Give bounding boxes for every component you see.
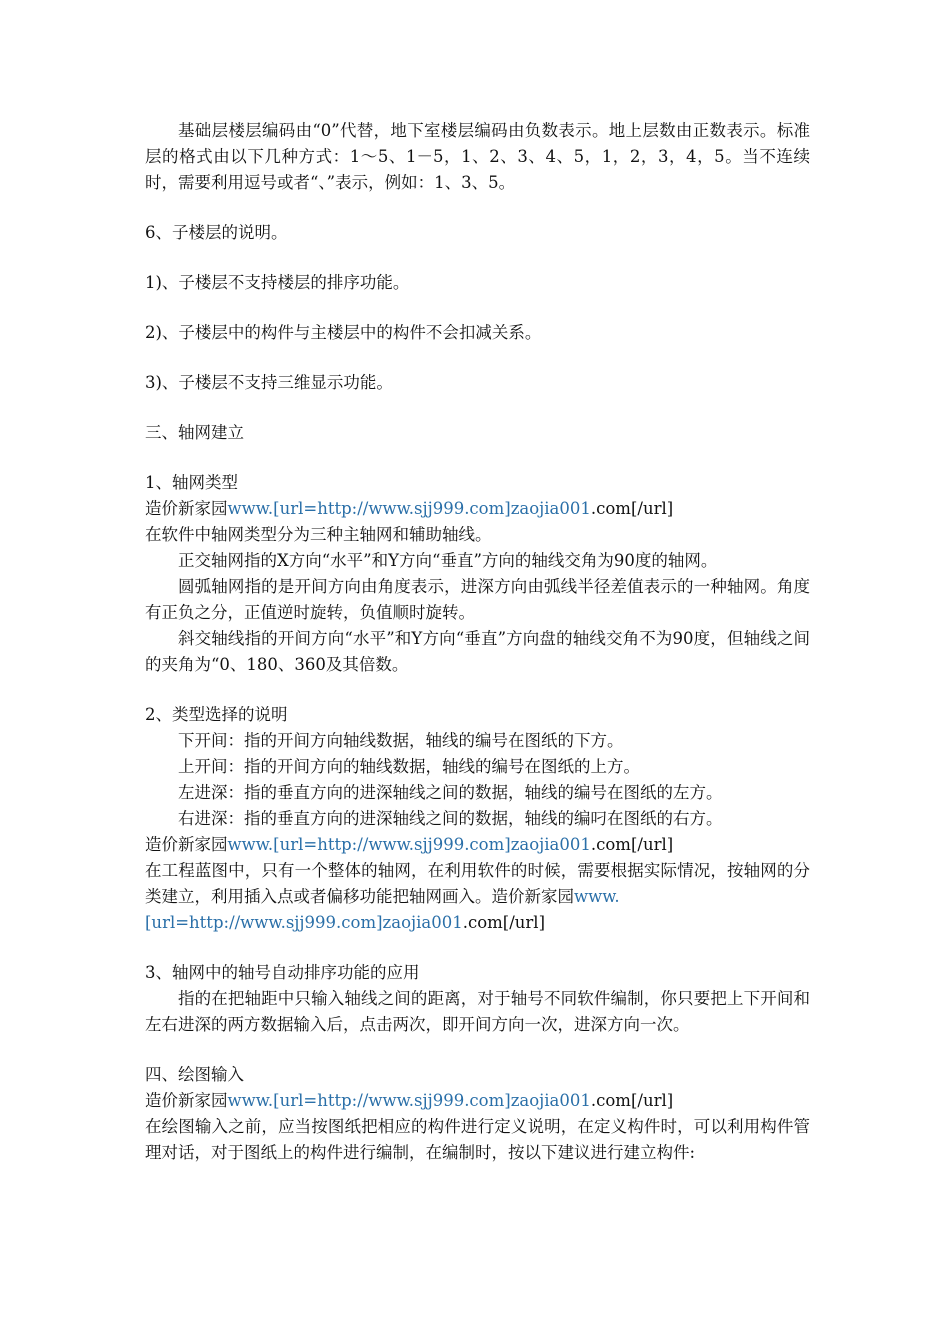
section-4-title: 四、绘图输入 bbox=[145, 1065, 244, 1084]
auto-sort-paragraph: 指的在把轴距中只输入轴线之间的距离，对于轴号不同软件编制，你只要把上下开间和左右进深的两方数据输入后，点击两次，即开间方向一次，进深方向一次。 bbox=[145, 989, 810, 1034]
axis-type-heading: 1、轴网类型 bbox=[145, 473, 238, 492]
sub-floor-item-3: 3)、子楼层不支持三维显示功能。 bbox=[145, 373, 393, 392]
document-body bbox=[145, 118, 810, 1166]
floor-code-paragraph: 基础层楼层编码由“0”代替，地下室楼层编码由负数表示。地上层数由正数表示。标准层的格式由以下几种方式：1～5、1－5，1、2、3、4、5，1，2，3，4，5。当不连续时，需要利用逗号或者“、”表示，例如：1、3、5。 bbox=[145, 121, 810, 192]
type-item-right-depth: 右进深：指的垂直方向的进深轴线之间的数据，轴线的编叼在图纸的右方。 bbox=[178, 809, 723, 828]
site-link-tail: .com[/url] bbox=[462, 913, 546, 932]
site-reference-line bbox=[145, 832, 810, 858]
type-item-lower-bay: 下开间：指的开间方向轴线数据，轴线的编号在图纸的下方。 bbox=[178, 731, 624, 750]
site-reference-line bbox=[145, 1088, 810, 1114]
site-prefix: 造价新家园 bbox=[145, 499, 228, 518]
site-prefix: 造价新家园 bbox=[145, 835, 228, 854]
site-link[interactable]: www.[url=http://www.sjj999.com]zaojia001 bbox=[227, 835, 591, 854]
site-link[interactable]: [url=http://www.sjj999.com]zaojia001 bbox=[145, 913, 463, 932]
drawing-input-paragraph: 在绘图输入之前，应当按图纸把相应的构件进行定义说明，在定义构件时，可以利用构件管理对话，对于图纸上的构件进行编制，在编制时，按以下建议进行建立构件: bbox=[145, 1117, 810, 1162]
site-reference-line bbox=[145, 496, 810, 522]
arc-axis-paragraph: 圆弧轴网指的是开间方向由角度表示，进深方向由弧线半径差值表示的一种轴网。角度有正负之分，正值逆时旋转，负值顺时旋转。 bbox=[145, 577, 810, 622]
type-selection-heading: 2、类型选择的说明 bbox=[145, 705, 288, 724]
type-item-upper-bay: 上开间：指的开间方向的轴线数据，轴线的编号在图纸的上方。 bbox=[178, 757, 640, 776]
type-item-left-depth: 左进深：指的垂直方向的进深轴线之间的数据，轴线的编号在图纸的左方。 bbox=[178, 783, 723, 802]
section-6-heading: 6、子楼层的说明。 bbox=[145, 223, 288, 242]
auto-sort-heading: 3、轴网中的轴号自动排序功能的应用 bbox=[145, 963, 420, 982]
axis-type-intro: 在软件中轴网类型分为三种主轴网和辅助轴线。 bbox=[145, 525, 492, 544]
site-link-tail: .com[/url] bbox=[590, 499, 674, 518]
site-link-tail: .com[/url] bbox=[590, 1091, 674, 1110]
orthogonal-axis-paragraph: 正交轴网指的X方向“水平”和Y方向“垂直”方向的轴线交角为90度的轴网。 bbox=[178, 551, 718, 570]
sub-floor-item-2: 2)、子楼层中的构件与主楼层中的构件不会扣减关系。 bbox=[145, 323, 542, 342]
section-3-title: 三、轴网建立 bbox=[145, 423, 244, 442]
blueprint-text: 在工程蓝图中，只有一个整体的轴网，在利用软件的时候，需要根据实际情况，按轴网的分类建立，利用插入点或者偏移功能把轴网画入。造价新家园 bbox=[145, 861, 810, 906]
oblique-axis-paragraph: 斜交轴线指的开间方向“水平”和Y方向“垂直”方向盘的轴线交角不为90度，但轴线之间的夹角为“0、180、360及其倍数。 bbox=[145, 629, 810, 674]
site-prefix: 造价新家园 bbox=[145, 1091, 228, 1110]
site-link-tail: .com[/url] bbox=[590, 835, 674, 854]
site-link[interactable]: www. bbox=[574, 887, 620, 906]
site-link[interactable]: www.[url=http://www.sjj999.com]zaojia001 bbox=[227, 1091, 591, 1110]
blueprint-paragraph bbox=[145, 858, 810, 936]
site-link[interactable]: www.[url=http://www.sjj999.com]zaojia001 bbox=[227, 499, 591, 518]
sub-floor-item-1: 1)、子楼层不支持楼层的排序功能。 bbox=[145, 273, 410, 292]
